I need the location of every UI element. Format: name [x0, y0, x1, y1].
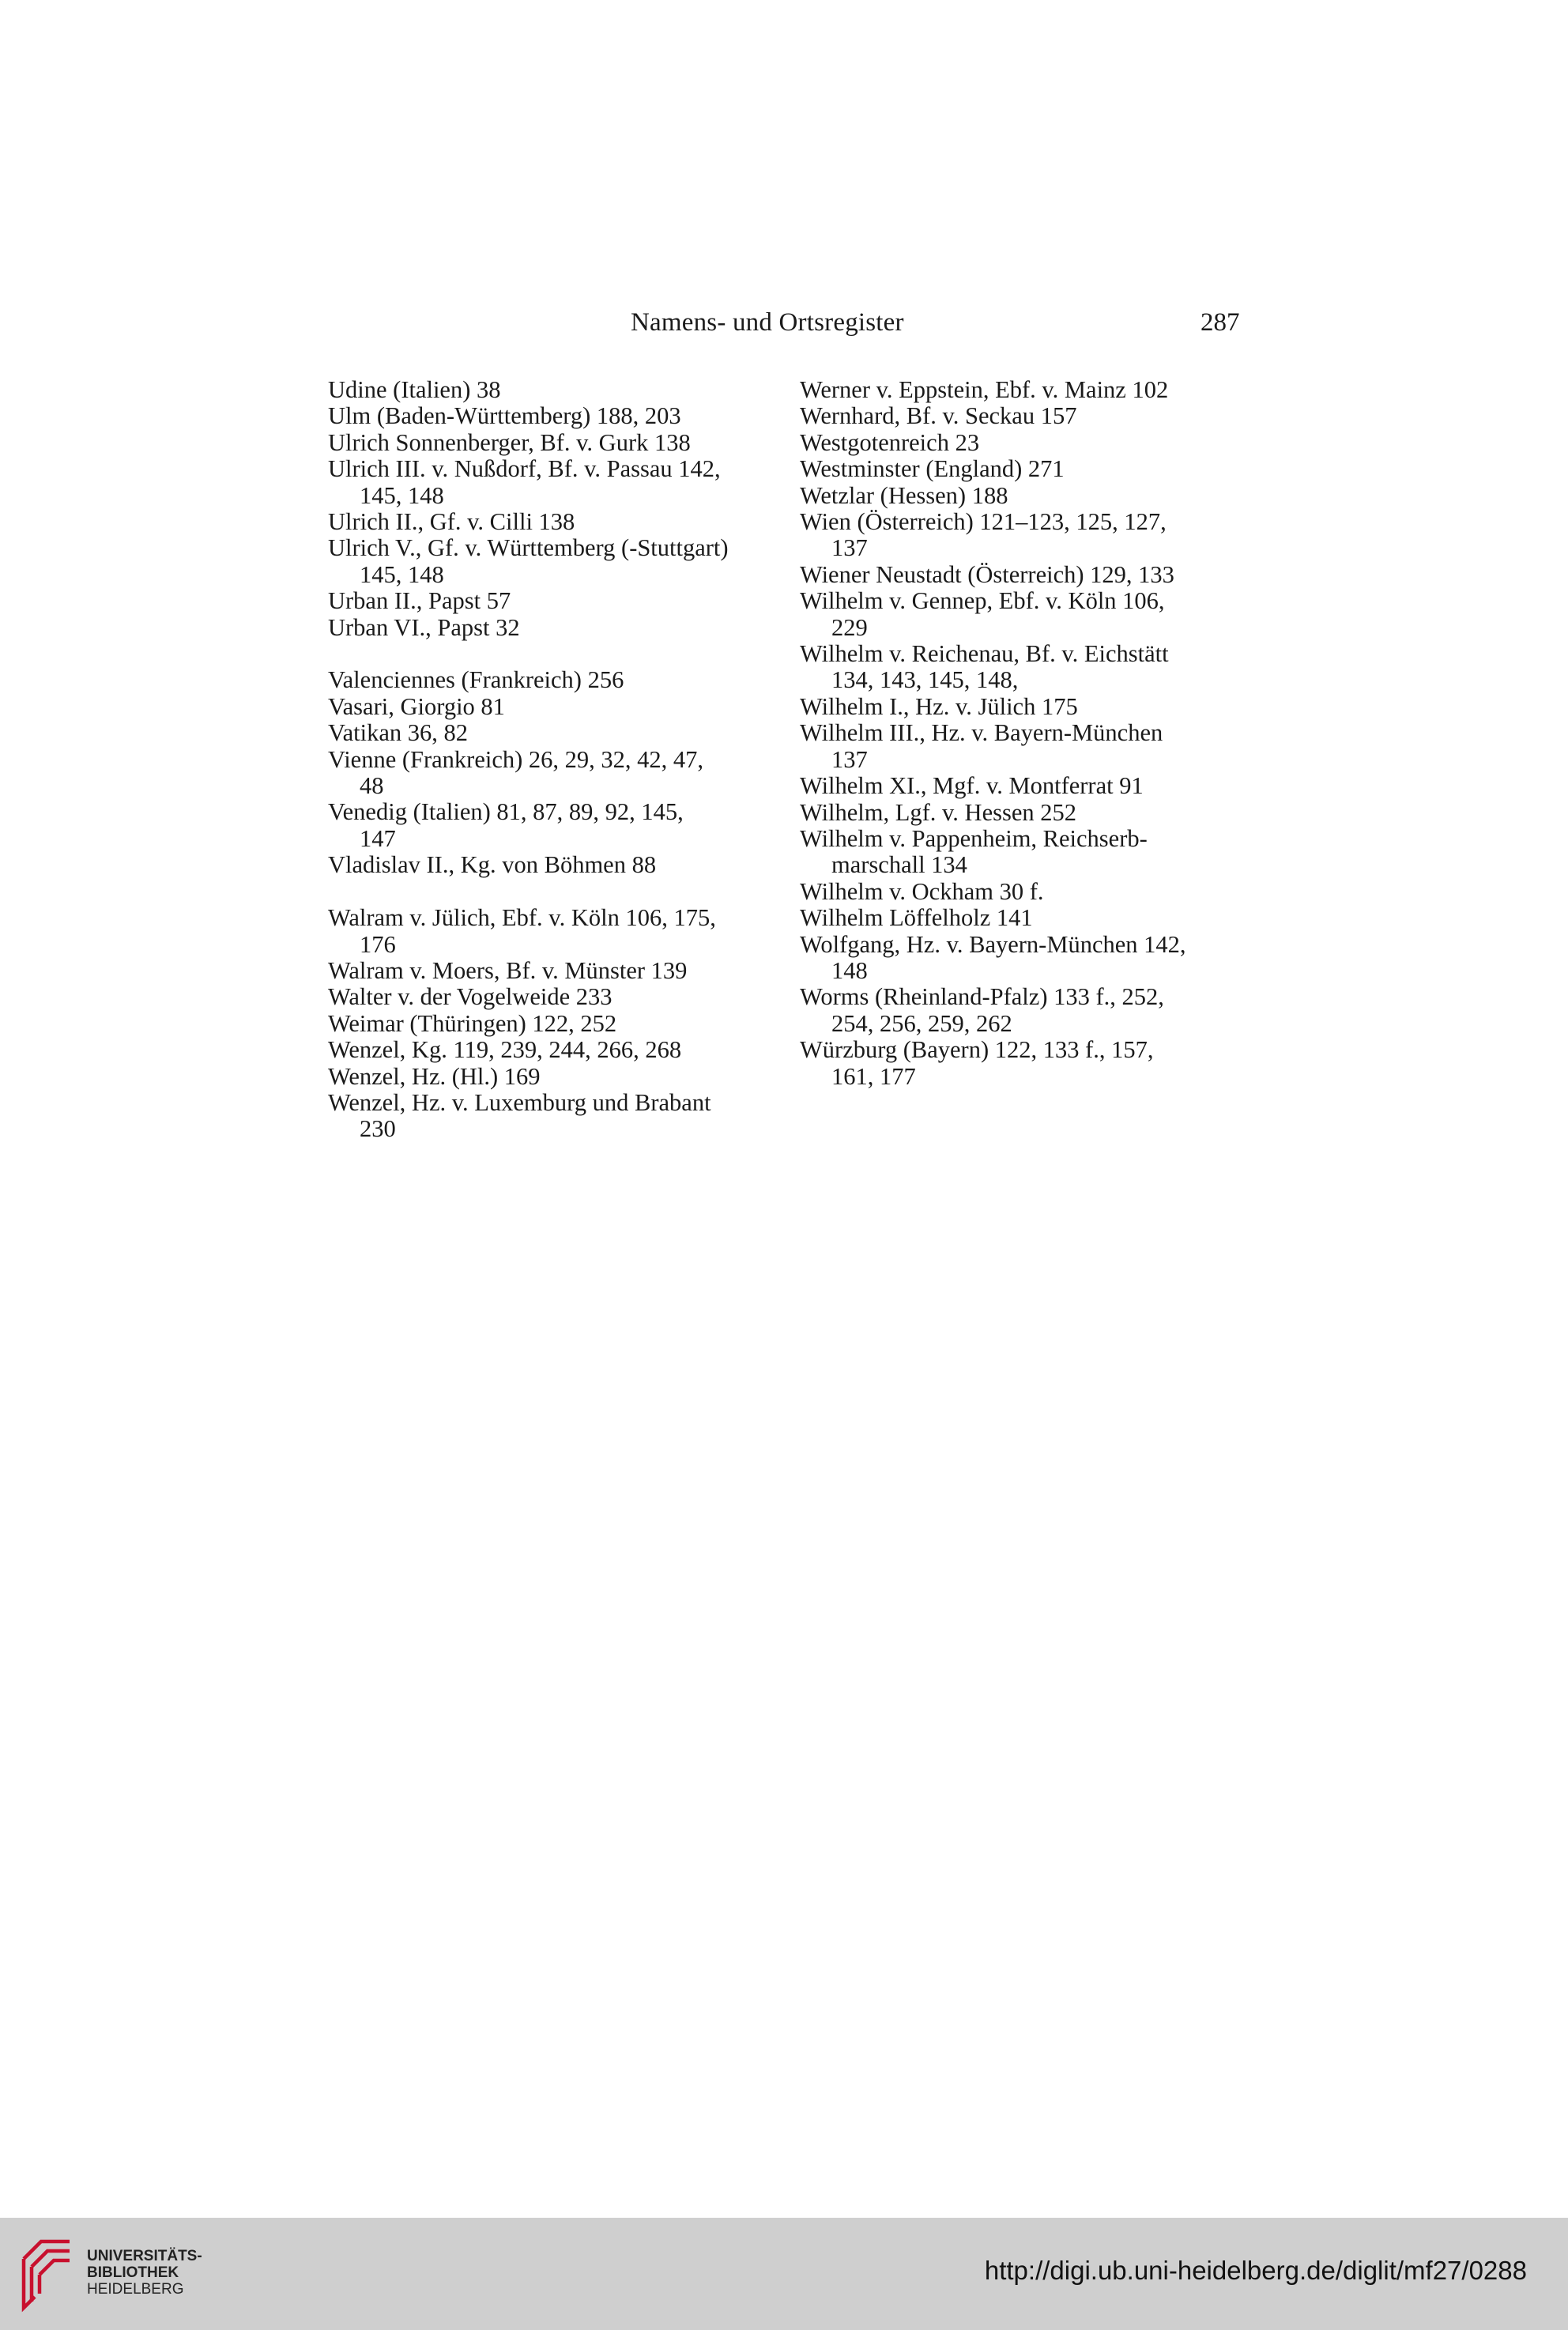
index-entry: Walram v. Jülich, Ebf. v. Köln 106, 175, 176 — [328, 904, 716, 958]
footer-url[interactable]: http://digi.ub.uni-heidelberg.de/diglit/mf27/0288 — [984, 2256, 1527, 2285]
index-entry: Venedig (Italien) 81, 87, 89, 92, 145, 147 — [328, 798, 684, 852]
index-entry: Wernhard, Bf. v. Seckau 157 — [800, 402, 1077, 430]
index-entry: Wilhelm v. Gennep, Ebf. v. Köln 106, 229 — [800, 587, 1165, 641]
library-logo-text — [87, 2248, 202, 2298]
index-entry: Wenzel, Kg. 119, 239, 244, 266, 268 — [328, 1036, 682, 1064]
index-entry: Vienne (Frankreich) 26, 29, 32, 42, 47, 48 — [328, 745, 704, 800]
index-entry: Ulrich II., Gf. v. Cilli 138 — [328, 508, 575, 536]
index-entry: Wien (Österreich) 121–123, 125, 127, 137 — [800, 508, 1167, 562]
index-entry: Udine (Italien) 38 — [328, 376, 501, 403]
index-entry: Urban VI., Papst 32 — [328, 613, 520, 641]
logo-line-3: HEIDELBERG — [87, 2281, 184, 2298]
logo-line-1: UNIVERSITÄTS- — [87, 2248, 202, 2264]
page-number: 287 — [1200, 308, 1240, 337]
index-entry: Westgotenreich 23 — [800, 428, 980, 456]
index-entry: Wolfgang, Hz. v. Bayern-München 142, 148 — [800, 930, 1186, 984]
index-entry: Westminster (England) 271 — [800, 455, 1065, 483]
index-entry: Ulrich III. v. Nußdorf, Bf. v. Passau 142, 145, 148 — [328, 455, 721, 509]
index-entry: Wenzel, Hz. (Hl.) 169 — [328, 1062, 541, 1090]
index-entry: Würzburg (Bayern) 122, 133 f., 157, 161, 177 — [800, 1036, 1154, 1090]
index-entry: Wilhelm v. Reichenau, Bf. v. Eichstätt 134, 143, 145, 148, — [800, 640, 1169, 694]
index-entry: Ulrich Sonnenberger, Bf. v. Gurk 138 — [328, 428, 691, 456]
index-entry: Werner v. Eppstein, Ebf. v. Mainz 102 — [800, 376, 1169, 403]
library-logo-icon — [17, 2235, 74, 2314]
index-entry: Wilhelm v. Ockham 30 f. — [800, 877, 1044, 905]
footer-bar — [0, 2218, 1568, 2330]
index-entry: Ulrich V., Gf. v. Württemberg (-Stuttgart) 145, 148 — [328, 534, 729, 588]
index-entry: Wetzlar (Hessen) 188 — [800, 481, 1008, 509]
index-entry: Wilhelm III., Hz. v. Bayern-München 137 — [800, 719, 1163, 773]
index-entry: Valenciennes (Frankreich) 256 — [328, 666, 624, 694]
index-entry: Walram v. Moers, Bf. v. Münster 139 — [328, 956, 688, 984]
index-entry: Vladislav II., Kg. von Böhmen 88 — [328, 851, 657, 879]
index-entry: Weimar (Thüringen) 122, 252 — [328, 1009, 617, 1037]
index-column-left — [328, 377, 778, 1143]
index-entry: Wilhelm I., Hz. v. Jülich 175 — [800, 692, 1078, 720]
index-entry: Wilhelm v. Pappenheim, Reichserb- marschall 134 — [800, 824, 1148, 879]
logo-line-2: BIBLIOTHEK — [87, 2264, 179, 2281]
index-entry: Vasari, Giorgio 81 — [328, 692, 505, 720]
index-entry: Wenzel, Hz. v. Luxemburg und Brabant 230 — [328, 1088, 711, 1143]
index-entry: Wilhelm, Lgf. v. Hessen 252 — [800, 798, 1077, 826]
index-entry: Wiener Neustadt (Österreich) 129, 133 — [800, 560, 1174, 588]
index-entry: Wilhelm XI., Mgf. v. Montferrat 91 — [800, 772, 1144, 800]
index-entry: Worms (Rheinland-Pfalz) 133 f., 252, 254, 256, 259, 262 — [800, 983, 1164, 1037]
index-entry: Ulm (Baden-Württemberg) 188, 203 — [328, 402, 681, 430]
index-entry: Urban II., Papst 57 — [328, 587, 511, 615]
running-head: Namens- und Ortsregister — [631, 308, 904, 337]
index-entry: Wilhelm Löffelholz 141 — [800, 904, 1033, 932]
index-entry: Vatikan 36, 82 — [328, 719, 469, 747]
index-column-right — [800, 377, 1258, 1090]
index-entry: Walter v. der Vogelweide 233 — [328, 983, 612, 1011]
